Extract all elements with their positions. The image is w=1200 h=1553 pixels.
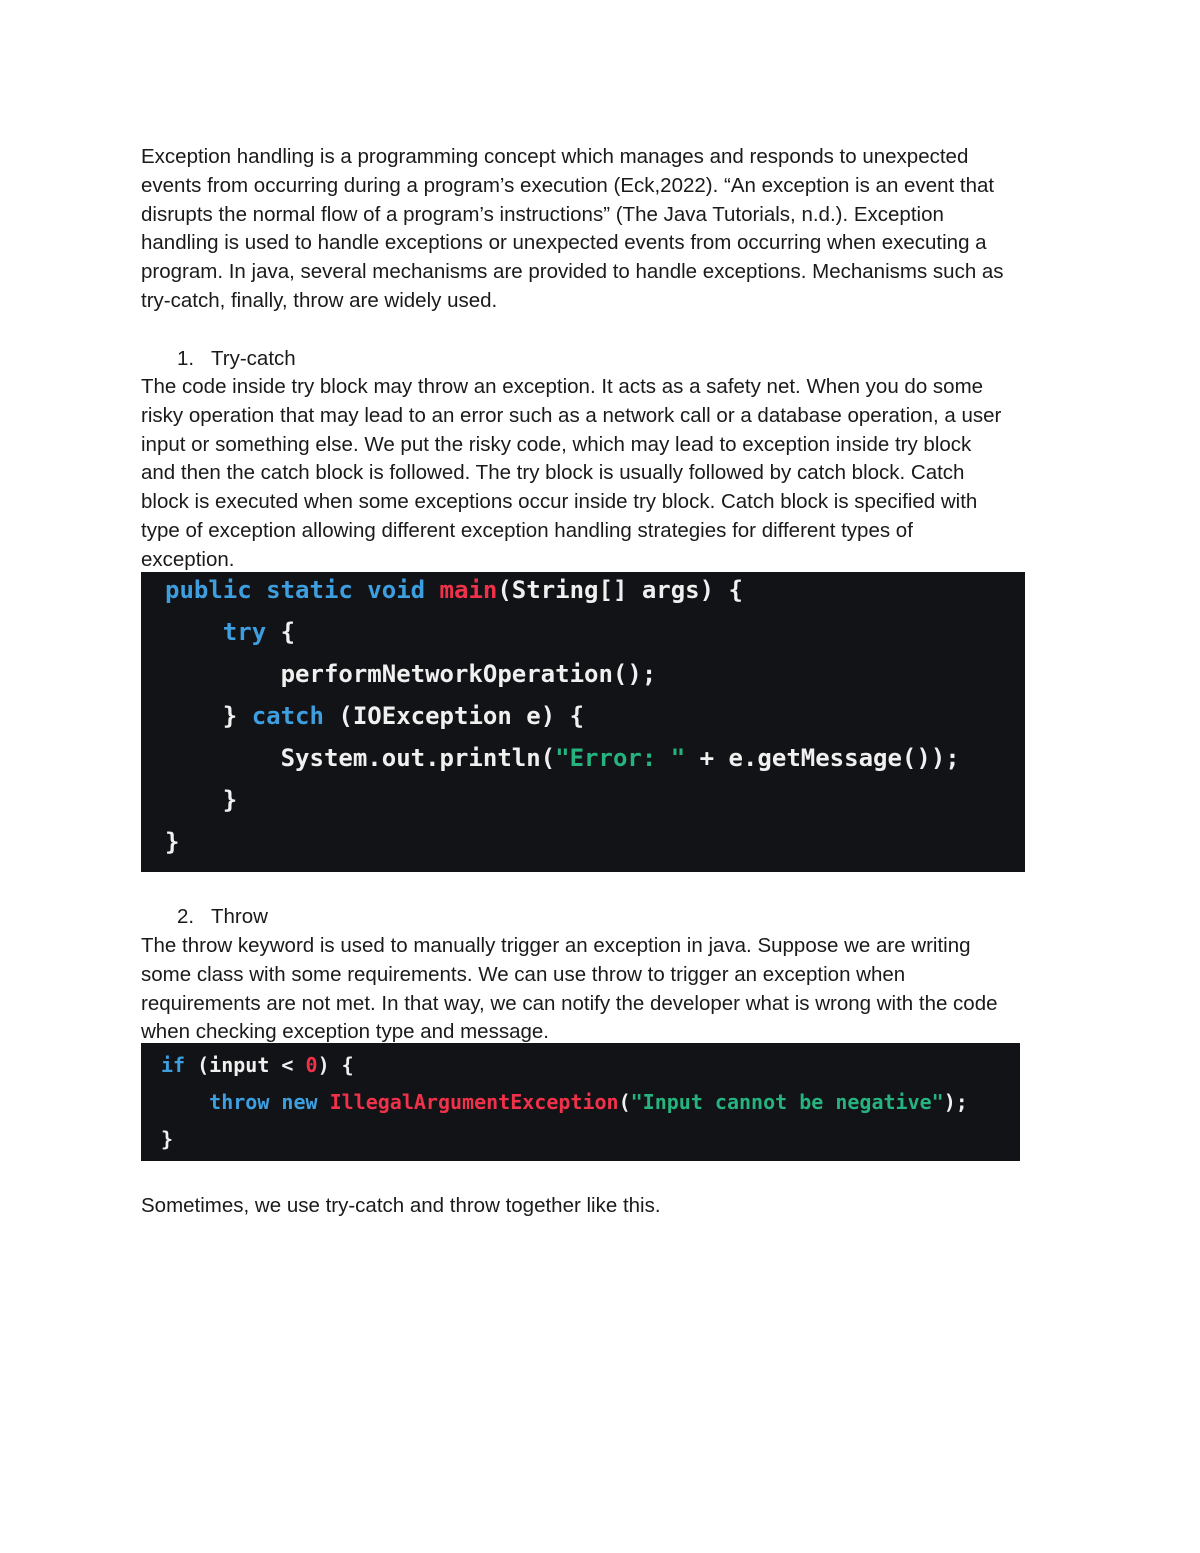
list-number: 2. <box>177 905 195 928</box>
paragraph-line: when checking exception type and message. <box>141 1020 549 1044</box>
paragraph-line: block is executed when some exceptions occur inside try block. Catch block is specified with <box>141 490 978 514</box>
section-title: Throw <box>211 905 268 928</box>
section-title: Try-catch <box>211 347 296 370</box>
code-line: System.out.println("Error: " + e.getMessage()); <box>280 744 960 772</box>
intro-line: try-catch, finally, throw are widely used. <box>141 288 498 312</box>
list-number: 1. <box>177 347 195 370</box>
try-catch-paragraph <box>141 373 1061 575</box>
section-heading-throw <box>177 903 268 932</box>
paragraph-line: risky operation that may lead to an error such as a network call or a database operation, a user <box>141 403 1002 427</box>
paragraph-line: requirements are not met. In that way, we can notify the developer what is wrong with the code <box>141 991 998 1015</box>
paragraph-line: input or something else. We put the risky code, which may lead to exception inside try block <box>141 432 972 456</box>
intro-paragraph <box>141 143 1061 316</box>
code-block-throw <box>141 1043 1020 1161</box>
paragraph-line: exception. <box>141 547 235 571</box>
code-line: } catch (IOException e) { <box>222 702 585 730</box>
code-line: if (input < 0) { <box>161 1053 354 1077</box>
code-block-try-catch <box>141 572 1025 872</box>
paragraph-line: and then the catch block is followed. The try block is usually followed by catch block. Catch <box>141 461 965 485</box>
intro-line: events from occurring during a program’s execution (Eck,2022). “An exception is an event that <box>141 173 995 197</box>
paragraph-line: type of exception allowing different exception handling strategies for different types of <box>141 518 913 542</box>
throw-paragraph <box>141 932 1061 1047</box>
code-line: throw new IllegalArgumentException("Input cannot be negative"); <box>209 1090 968 1114</box>
intro-line: handling is used to handle exceptions or unexpected events from occurring when executing a <box>141 231 987 255</box>
section-heading-try-catch <box>177 345 296 374</box>
closing-paragraph <box>141 1192 1061 1221</box>
code-line: } <box>161 1127 174 1151</box>
code-line: try { <box>222 618 296 646</box>
intro-line: disrupts the normal flow of a program’s instructions” (The Java Tutorials, n.d.). Exception <box>141 202 944 226</box>
paragraph-line: The code inside try block may throw an exception. It acts as a safety net. When you do some <box>141 375 984 398</box>
code-line: } <box>222 786 238 814</box>
paragraph-line: some class with some requirements. We can use throw to trigger an exception when <box>141 962 906 986</box>
paragraph-line: The throw keyword is used to manually trigger an exception in java. Suppose we are writing <box>141 934 971 957</box>
code-line: performNetworkOperation(); <box>280 660 657 688</box>
intro-line: Exception handling is a programming concept which manages and responds to unexpected <box>141 145 969 168</box>
closing-line: Sometimes, we use try-catch and throw together like this. <box>141 1194 661 1217</box>
code-line: public static void main(String[] args) { <box>165 576 743 604</box>
code-line: } <box>165 828 180 856</box>
intro-line: program. In java, several mechanisms are provided to handle exceptions. Mechanisms such as <box>141 260 1004 284</box>
